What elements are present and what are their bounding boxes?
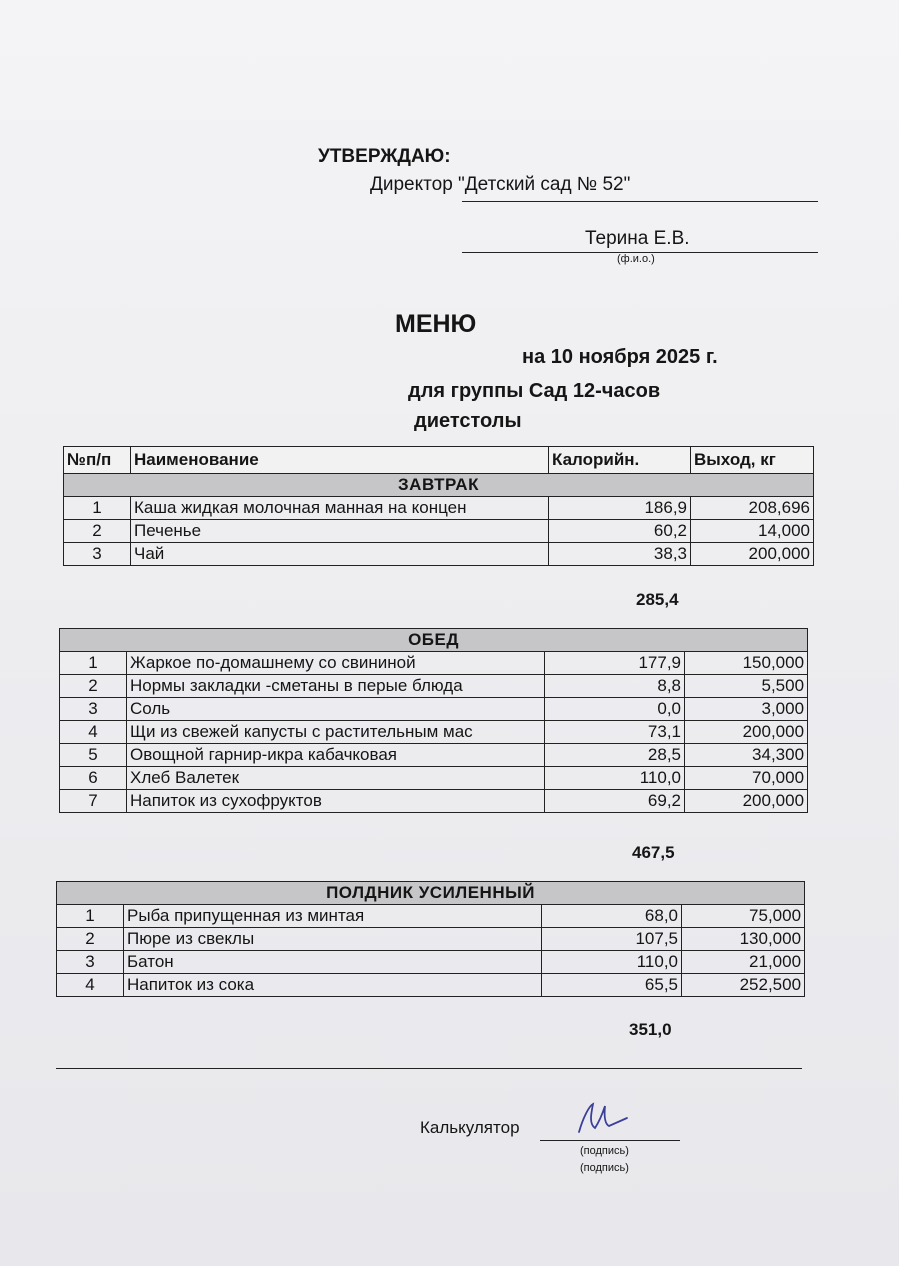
row-num: 6 — [60, 767, 127, 790]
table-row — [60, 790, 808, 813]
row-output: 200,000 — [685, 721, 808, 744]
row-name: Рыба припущенная из минтая — [124, 905, 542, 928]
director-organization: "Детский сад № 52" — [458, 174, 631, 195]
row-num: 3 — [64, 543, 131, 566]
director-underline — [462, 201, 818, 202]
row-calories: 107,5 — [542, 928, 682, 951]
director-label: Директор — [370, 174, 453, 195]
lunch-table — [59, 628, 808, 813]
breakfast-total: 285,4 — [636, 590, 679, 609]
row-name: Напиток из сока — [124, 974, 542, 997]
row-calories: 177,9 — [545, 652, 685, 675]
row-calories: 60,2 — [549, 520, 691, 543]
director-name: Терина Е.В. — [585, 228, 690, 249]
row-output: 3,000 — [685, 698, 808, 721]
row-calories: 186,9 — [549, 497, 691, 520]
row-name: Напиток из сухофруктов — [127, 790, 545, 813]
breakfast-table — [63, 446, 814, 566]
row-calories: 65,5 — [542, 974, 682, 997]
row-output: 5,500 — [685, 675, 808, 698]
section-title-snack: ПОЛДНИК УСИЛЕННЫЙ — [57, 882, 805, 905]
row-num: 7 — [60, 790, 127, 813]
row-num: 1 — [64, 497, 131, 520]
table-header-row — [64, 447, 814, 474]
row-name: Щи из свежей капусты с растительным мас — [127, 721, 545, 744]
row-name: Жаркое по-домашнему со свининой — [127, 652, 545, 675]
row-num: 2 — [64, 520, 131, 543]
row-name: Соль — [127, 698, 545, 721]
footer-divider — [56, 1068, 802, 1069]
row-name: Хлеб Валетек — [127, 767, 545, 790]
row-num: 4 — [60, 721, 127, 744]
row-output: 150,000 — [685, 652, 808, 675]
row-calories: 110,0 — [542, 951, 682, 974]
table-row — [64, 520, 814, 543]
row-num: 2 — [60, 675, 127, 698]
table-row — [57, 974, 805, 997]
row-output: 34,300 — [685, 744, 808, 767]
row-calories: 110,0 — [545, 767, 685, 790]
column-header-output: Выход, кг — [691, 447, 814, 474]
table-row — [60, 675, 808, 698]
table-row — [60, 767, 808, 790]
lunch-total: 467,5 — [632, 843, 675, 862]
row-name: Нормы закладки -сметаны в перые блюда — [127, 675, 545, 698]
table-row — [64, 543, 814, 566]
table-row — [60, 721, 808, 744]
row-output: 208,696 — [691, 497, 814, 520]
row-num: 1 — [60, 652, 127, 675]
signature-caption: (подпись) — [580, 1145, 629, 1157]
signature-underline — [540, 1140, 680, 1141]
row-calories: 68,0 — [542, 905, 682, 928]
row-calories: 69,2 — [545, 790, 685, 813]
director-line-text — [370, 174, 630, 196]
row-name: Пюре из свеклы — [124, 928, 542, 951]
calculator-label: Калькулятор — [420, 1118, 520, 1137]
table-row — [64, 497, 814, 520]
row-name: Печенье — [131, 520, 549, 543]
table-row — [57, 951, 805, 974]
row-name: Каша жидкая молочная манная на концен — [131, 497, 549, 520]
row-output: 70,000 — [685, 767, 808, 790]
column-header-name: Наименование — [131, 447, 549, 474]
row-output: 200,000 — [691, 543, 814, 566]
row-output: 252,500 — [682, 974, 805, 997]
row-name: Овощной гарнир-икра кабачковая — [127, 744, 545, 767]
section-title-lunch: ОБЕД — [60, 629, 808, 652]
row-output: 14,000 — [691, 520, 814, 543]
row-calories: 38,3 — [549, 543, 691, 566]
snack-table — [56, 881, 805, 997]
row-calories: 73,1 — [545, 721, 685, 744]
fio-caption: (ф.и.о.) — [617, 253, 655, 265]
row-num: 4 — [57, 974, 124, 997]
snack-total: 351,0 — [629, 1020, 672, 1039]
menu-group: для группы Сад 12-часов — [408, 380, 661, 402]
table-row — [60, 652, 808, 675]
row-output: 130,000 — [682, 928, 805, 951]
column-header-calories: Калорийн. — [549, 447, 691, 474]
row-calories: 8,8 — [545, 675, 685, 698]
table-row — [57, 928, 805, 951]
row-num: 1 — [57, 905, 124, 928]
row-num: 5 — [60, 744, 127, 767]
row-name: Батон — [124, 951, 542, 974]
section-title-breakfast: ЗАВТРАК — [64, 474, 814, 497]
row-calories: 28,5 — [545, 744, 685, 767]
table-row — [60, 744, 808, 767]
menu-date: на 10 ноября 2025 г. — [522, 346, 718, 368]
row-num: 3 — [57, 951, 124, 974]
row-output: 200,000 — [685, 790, 808, 813]
row-num: 3 — [60, 698, 127, 721]
handwritten-signature — [565, 1092, 645, 1142]
column-header-num: №п/п — [64, 447, 131, 474]
table-row — [60, 698, 808, 721]
page-title: МЕНЮ — [395, 310, 477, 338]
row-name: Чай — [131, 543, 549, 566]
approval-heading: УТВЕРЖДАЮ: — [318, 146, 451, 167]
table-row — [57, 905, 805, 928]
row-num: 2 — [57, 928, 124, 951]
row-calories: 0,0 — [545, 698, 685, 721]
menu-diet: диетстолы — [414, 410, 522, 432]
row-output: 75,000 — [682, 905, 805, 928]
row-output: 21,000 — [682, 951, 805, 974]
signature-caption-repeat: (подпись) — [580, 1162, 629, 1174]
